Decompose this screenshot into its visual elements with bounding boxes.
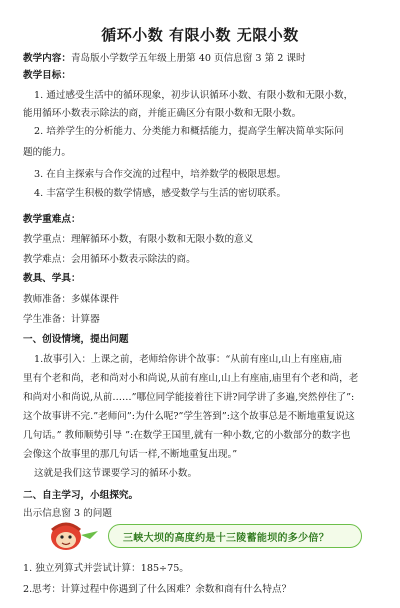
story-line: 这个故事讲不完.”老师问”:为什么呢?”学生答到”:这个故事总是不断地重复说这 — [23, 411, 355, 422]
teaching-content-line — [23, 52, 385, 66]
question-bubble: 三峡大坝的高度约是十三陵蓄能坝的多少倍？ — [108, 524, 362, 548]
tools-line: 教师准备：多媒体课件 — [23, 294, 119, 305]
goal-line: 能用循环小数表示除法的商，并能正确区分有限小数和无限小数。 — [23, 108, 302, 119]
page-title: 循环小数 有限小数 无限小数 — [101, 26, 299, 44]
section2-heading: 二、自主学习，小组探究。 — [23, 490, 139, 501]
goal-line: 4. 丰富学生积极的数学情感，感受数学与生活的密切联系。 — [34, 188, 287, 199]
question-banner — [46, 524, 362, 550]
tools-line: 学生准备：计算器 — [23, 314, 100, 325]
goals-heading: 教学目标： — [23, 70, 71, 81]
teaching-content-text: 青岛版小学数学五年级上册第 40 页信息窗 3 第 2 课时 — [70, 53, 306, 64]
task-line: 1. 独立列算式并尝试计算：185÷75。 — [23, 563, 189, 574]
tools-heading: 教具、学具： — [23, 273, 81, 284]
teaching-content-label: 教学内容： — [23, 53, 71, 64]
info-window-line: 出示信息窗 3 的问题 — [23, 508, 112, 519]
key-point-line: 教学重点：理解循环小数，有限小数和无限小数的意义 — [23, 234, 254, 245]
story-line: 和尚对小和尚说,从前……”哪位同学能接着往下讲?同学讲了多遍,突然停住了”: — [23, 392, 355, 403]
section1-heading: 一、创设情境，提出问题 — [23, 334, 129, 345]
goal-line: 2. 培养学生的分析能力、分类能力和概括能力，提高学生解决简单实际问 — [34, 126, 344, 137]
key-points-heading: 教学重难点： — [23, 214, 81, 225]
story-line: 1.故事引入：上课之前，老师给你讲个故事：“从前有座山,山上有座庙,庙 — [34, 354, 342, 365]
task-line: 2.思考：计算过程中你遇到了什么困难？余数和商有什么特点？ — [23, 584, 292, 595]
story-line: 会像这个故事里的那几句话一样,不断地重复出现。” — [23, 449, 238, 460]
story-end-line: 这就是我们这节课要学习的循环小数。 — [34, 468, 198, 479]
goal-line: 题的能力。 — [23, 147, 71, 158]
story-line: 里有个老和尚，老和尚对小和尚说,从前有座山,山上有座庙,庙里有个老和尚，老 — [23, 373, 359, 384]
mascot-icon — [46, 518, 106, 552]
goal-line: 3. 在自主探索与合作交流的过程中，培养数学的极限思想。 — [34, 169, 287, 180]
key-point-line: 教学难点：会用循环小数表示除法的商。 — [23, 254, 196, 265]
goal-line: 1. 通过感受生活中的循环现象，初步认识循环小数、有限小数和无限小数， — [34, 90, 354, 101]
story-line: 几句话。” 教师顺势引导 ”:在数学王国里,就有一种小数,它的小数部分的数字也 — [23, 430, 351, 441]
